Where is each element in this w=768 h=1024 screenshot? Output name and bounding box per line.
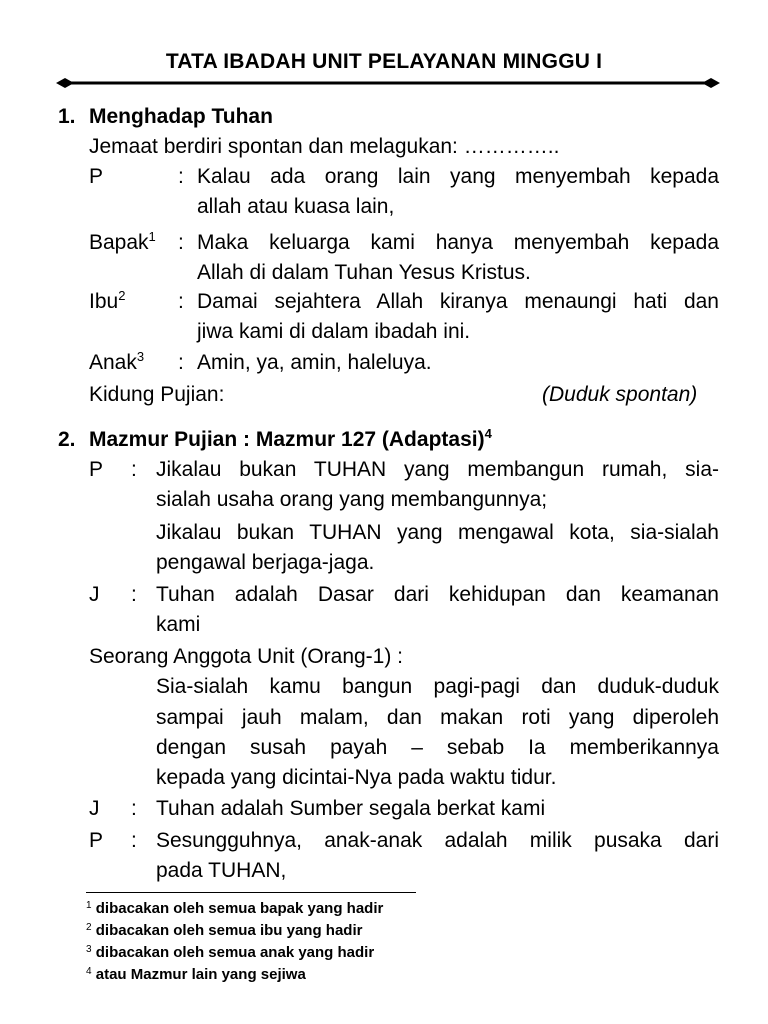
ibu-line-2: jiwa kami di dalam ibadah ini.: [197, 320, 471, 343]
kidung-note: (Duduk spontan): [542, 383, 698, 406]
p1-line-2: sialah usaha orang yang membangunnya;: [156, 488, 548, 511]
colon: :: [178, 351, 184, 374]
speaker-j: J: [89, 583, 100, 606]
speaker-bapak: Bapak$^1$: [89, 229, 156, 254]
kidung-label: Kidung Pujian:: [89, 383, 225, 406]
j1-line-1: Tuhan adalah Dasar dari kehidupan dan keamanan: [156, 583, 719, 606]
title-divider: [56, 76, 720, 90]
j1-line-2: kami: [156, 613, 201, 636]
bapak-line-1: Maka keluarga kami hanya menyembah kepada: [197, 231, 719, 254]
anggota-line-3: dengan susah payah – sebab Ia memberikannya: [156, 736, 719, 759]
p2-line-1: Sesungguhnya, anak-anak adalah milik pusaka dari: [156, 829, 719, 852]
anggota-line-1: Sia-sialah kamu bangun pagi-pagi dan duduk-duduk: [156, 675, 719, 698]
footnote-4: $^4$ atau Mazmur lain yang sejiwa: [86, 966, 306, 983]
anak-line-1: Amin, ya, amin, haleluya.: [197, 351, 432, 374]
colon: :: [131, 458, 137, 481]
section-2-heading: Mazmur Pujian : Mazmur 127 (Adaptasi)$^4$: [89, 426, 492, 451]
colon: :: [178, 231, 184, 254]
speaker-j: J: [89, 797, 100, 820]
p1-line-4: pengawal berjaga-jaga.: [156, 551, 375, 574]
colon: :: [131, 829, 137, 852]
footnote-ref-1: 1: [148, 229, 156, 244]
speaker-p: P: [89, 165, 104, 188]
anggota-line-2: sampai jauh malam, dan makan roti yang diperoleh: [156, 706, 719, 729]
colon: :: [131, 583, 137, 606]
section-1-number: 1.: [58, 105, 76, 128]
page-title: TATA IBADAH UNIT PELAYANAN MINGGU I: [165, 50, 603, 73]
speaker-ibu: Ibu$^2$: [89, 288, 126, 313]
section-2-number: 2.: [58, 428, 76, 451]
section-1-heading: Menghadap Tuhan: [89, 105, 273, 128]
footnote-2: $^2$ dibacakan oleh semua ibu yang hadir: [86, 922, 363, 939]
p1-line-1: Jikalau bukan TUHAN yang membangun rumah, sia-: [156, 458, 719, 481]
p-line-1: Kalau ada orang lain yang menyembah kepada: [197, 165, 719, 188]
p2-line-2: pada TUHAN,: [156, 859, 287, 882]
footnote-divider: [86, 892, 416, 893]
bapak-line-2: Allah di dalam Tuhan Yesus Kristus.: [197, 261, 531, 284]
speaker-p: P: [89, 458, 104, 481]
ibu-line-1: Damai sejahtera Allah kiranya menaungi hati dan: [197, 290, 719, 313]
p1-line-3: Jikalau bukan TUHAN yang mengawal kota, sia-sialah: [156, 521, 719, 544]
footnote-ref-2: 2: [118, 288, 126, 303]
colon: :: [178, 290, 184, 313]
colon: :: [178, 165, 184, 188]
footnote-ref-3: 3: [136, 349, 145, 364]
section-1-intro: Jemaat berdiri spontan dan melagukan: …………..: [89, 135, 560, 158]
anggota-line-4: kepada yang dicintai-Nya pada waktu tidur.: [156, 766, 557, 789]
footnote-1: $^1$ dibacakan oleh semua bapak yang hadir: [86, 900, 384, 917]
footnote-ref-4: 4: [484, 426, 492, 441]
speaker-anak: Anak$^3$: [89, 349, 145, 374]
speaker-p: P: [89, 829, 104, 852]
p-line-2: allah atau kuasa lain,: [197, 195, 395, 218]
anggota-label: Seorang Anggota Unit (Orang-1) :: [89, 645, 404, 668]
footnote-3: $^3$ dibacakan oleh semua anak yang hadir: [86, 944, 375, 961]
j2-line-1: Tuhan adalah Sumber segala berkat kami: [156, 797, 546, 820]
colon: :: [131, 797, 137, 820]
